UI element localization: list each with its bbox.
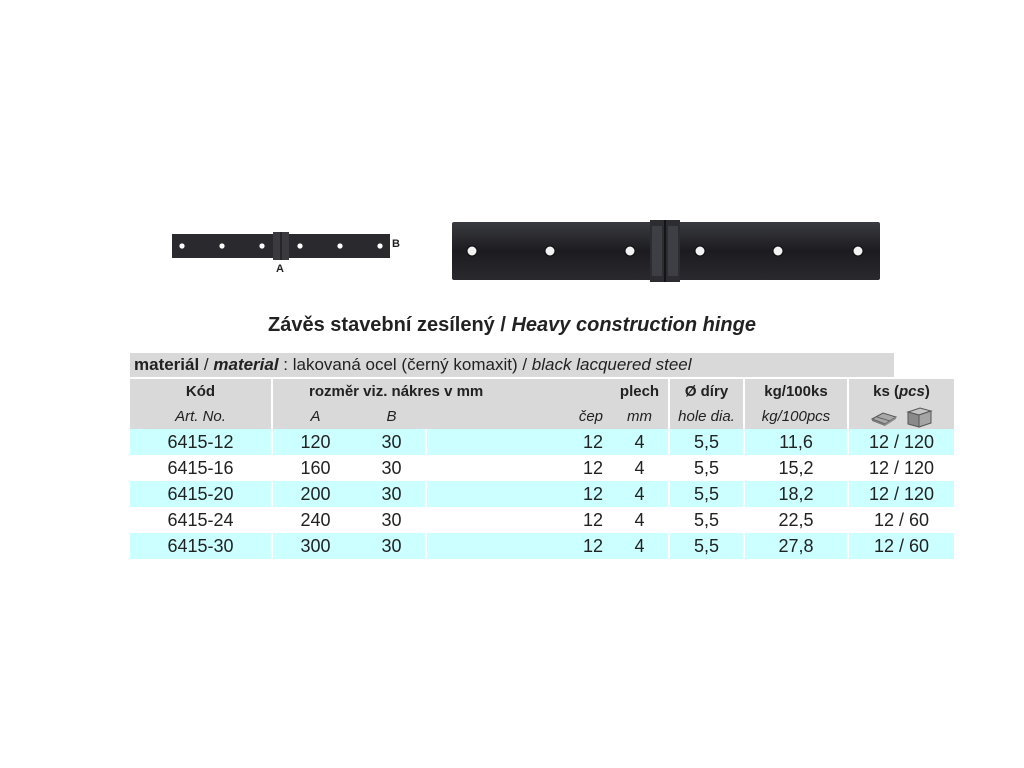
header-hole-diameter: Ø díry bbox=[668, 379, 743, 404]
cell-weight: 11,6 bbox=[743, 429, 847, 455]
cell-dim-b: 30 bbox=[358, 533, 425, 559]
cell-hole: 5,5 bbox=[668, 533, 743, 559]
cell-dim-a: 160 bbox=[271, 455, 358, 481]
header-pieces-en: pcs bbox=[899, 383, 925, 400]
cell-dim-b: 30 bbox=[358, 429, 425, 455]
material-value-cz: lakovaná ocel (černý komaxit) bbox=[292, 355, 518, 374]
title-english: Heavy construction hinge bbox=[511, 314, 756, 336]
cell-code: 6415-12 bbox=[130, 429, 271, 455]
cell-pin: 12 bbox=[493, 507, 611, 533]
header-dim-b: B bbox=[358, 404, 425, 429]
cell-pieces: 12 / 120 bbox=[847, 429, 954, 455]
header-kg-pcs: kg/100pcs bbox=[743, 404, 847, 429]
cell-hole: 5,5 bbox=[668, 429, 743, 455]
cell-pieces: 12 / 60 bbox=[847, 533, 954, 559]
header-pin: čep bbox=[493, 404, 611, 429]
cell-pieces: 12 / 60 bbox=[847, 507, 954, 533]
cell-blank bbox=[425, 533, 493, 559]
cell-plate: 4 bbox=[611, 429, 668, 455]
cell-hole: 5,5 bbox=[668, 481, 743, 507]
cell-weight: 27,8 bbox=[743, 533, 847, 559]
cell-code: 6415-16 bbox=[130, 455, 271, 481]
material-row bbox=[130, 353, 894, 377]
data-rows bbox=[130, 429, 935, 559]
page-title bbox=[0, 314, 1024, 337]
material-label-en: material bbox=[213, 355, 279, 374]
cell-plate: 4 bbox=[611, 507, 668, 533]
cell-weight: 22,5 bbox=[743, 507, 847, 533]
cell-hole: 5,5 bbox=[668, 455, 743, 481]
header-kod: Kód bbox=[130, 379, 271, 404]
title-separator: / bbox=[494, 314, 512, 336]
cell-plate: 4 bbox=[611, 533, 668, 559]
cell-pin: 12 bbox=[493, 481, 611, 507]
spec-grid bbox=[130, 379, 930, 429]
header-dim-a: A bbox=[271, 404, 358, 429]
material-label-cz: materiál bbox=[134, 355, 200, 374]
header-hole-dia: hole dia. bbox=[668, 404, 743, 429]
large-box-icon bbox=[904, 406, 934, 428]
cell-pieces: 12 / 120 bbox=[847, 455, 954, 481]
cell-blank bbox=[425, 481, 493, 507]
cell-dim-b: 30 bbox=[358, 507, 425, 533]
cell-dim-a: 300 bbox=[271, 533, 358, 559]
cell-blank bbox=[425, 429, 493, 455]
cell-blank bbox=[425, 455, 493, 481]
header-package-icons bbox=[847, 404, 954, 429]
small-package-icon bbox=[869, 407, 899, 427]
product-table bbox=[130, 353, 935, 559]
header-pieces-label: ks ( bbox=[873, 383, 899, 400]
material-colon: : bbox=[278, 355, 293, 374]
cell-blank bbox=[425, 507, 493, 533]
cell-pieces: 12 / 120 bbox=[847, 481, 954, 507]
cell-code: 6415-30 bbox=[130, 533, 271, 559]
cell-hole: 5,5 bbox=[668, 507, 743, 533]
header-weight: kg/100ks bbox=[743, 379, 847, 404]
header-plech: plech bbox=[611, 379, 668, 404]
small-hinge-drawing bbox=[172, 232, 390, 260]
cell-pin: 12 bbox=[493, 429, 611, 455]
material-value-en: black lacquered steel bbox=[531, 355, 692, 374]
cell-weight: 18,2 bbox=[743, 481, 847, 507]
header-dimensions: rozměr viz. nákres v mm bbox=[271, 379, 611, 404]
dimension-label-a: A bbox=[276, 263, 284, 275]
cell-pin: 12 bbox=[493, 455, 611, 481]
cell-plate: 4 bbox=[611, 455, 668, 481]
cell-dim-b: 30 bbox=[358, 455, 425, 481]
cell-weight: 15,2 bbox=[743, 455, 847, 481]
header-art-no: Art. No. bbox=[130, 404, 271, 429]
header-blank bbox=[425, 404, 493, 429]
material-slash: / bbox=[199, 355, 214, 374]
header-mm: mm bbox=[611, 404, 668, 429]
cell-code: 6415-24 bbox=[130, 507, 271, 533]
large-hinge-photo bbox=[452, 220, 880, 282]
title-czech: Závěs stavební zesílený bbox=[268, 314, 495, 336]
header-pieces bbox=[847, 379, 954, 404]
dimension-label-b: B bbox=[392, 238, 400, 250]
cell-code: 6415-20 bbox=[130, 481, 271, 507]
material-slash-2: / bbox=[517, 355, 532, 374]
cell-pin: 12 bbox=[493, 533, 611, 559]
header-pieces-close: ) bbox=[924, 383, 930, 400]
cell-plate: 4 bbox=[611, 481, 668, 507]
cell-dim-a: 240 bbox=[271, 507, 358, 533]
cell-dim-b: 30 bbox=[358, 481, 425, 507]
cell-dim-a: 200 bbox=[271, 481, 358, 507]
cell-dim-a: 120 bbox=[271, 429, 358, 455]
